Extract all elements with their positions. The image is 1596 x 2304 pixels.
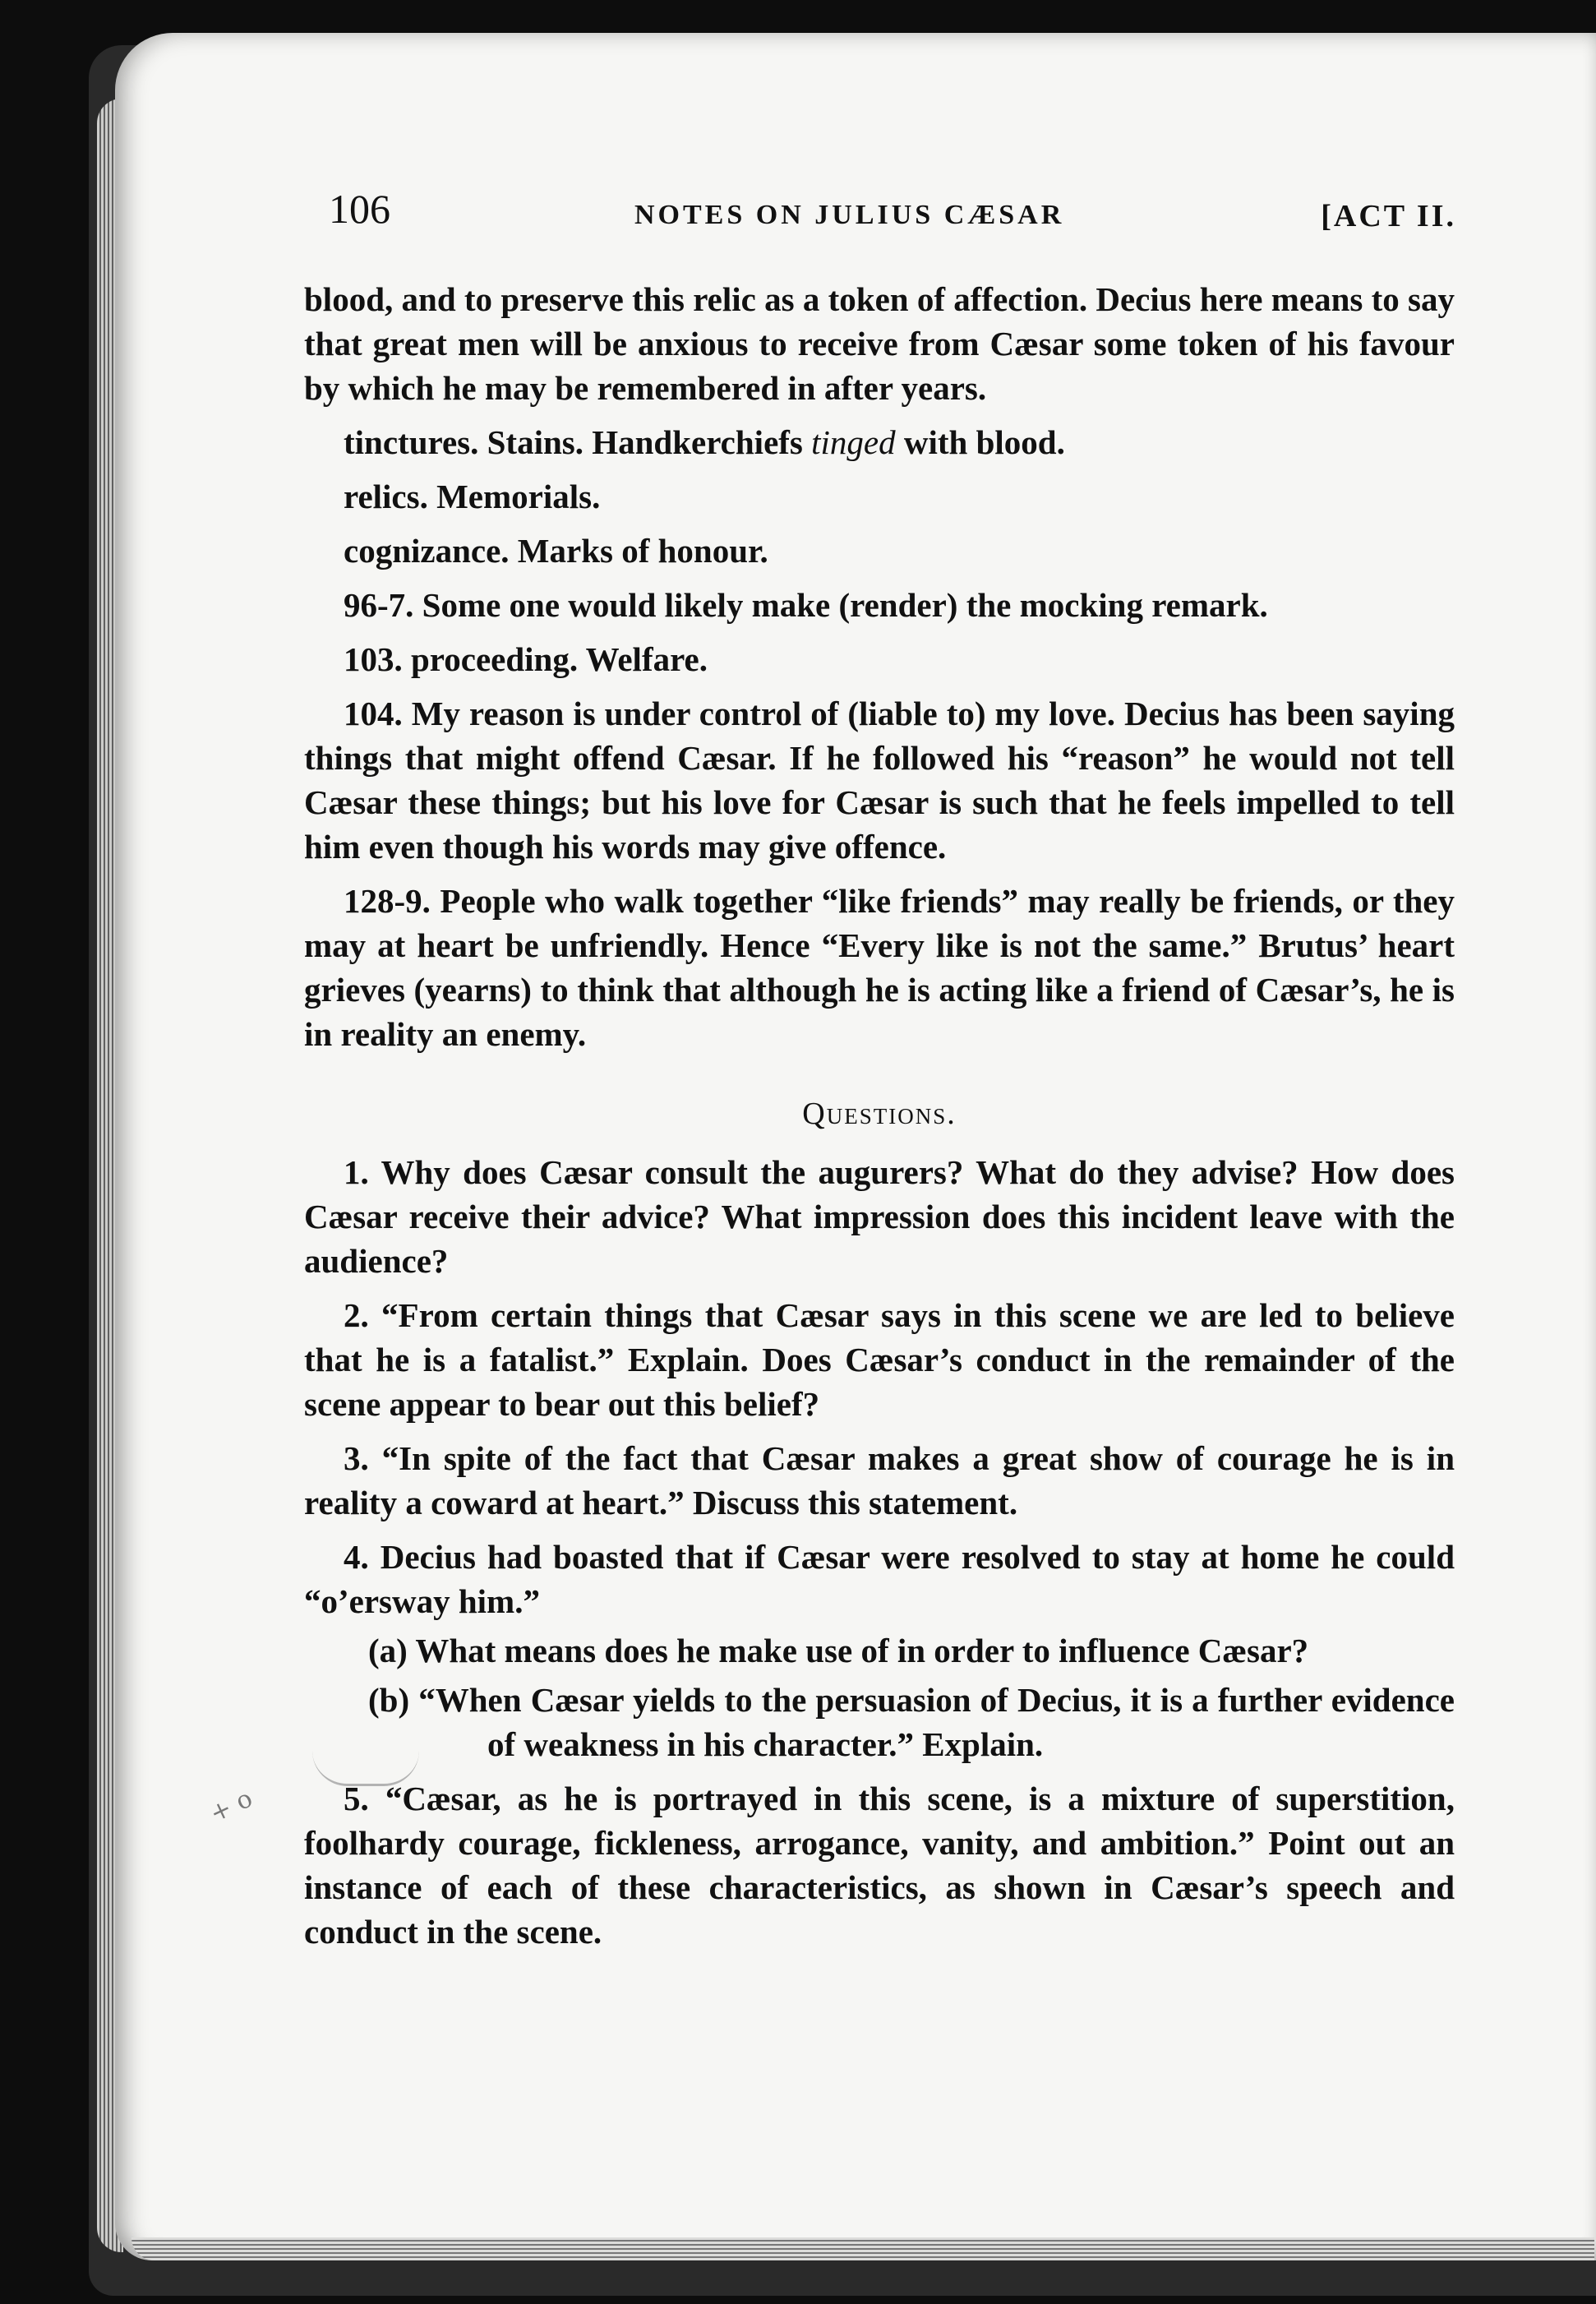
note-term: cognizance. [344, 532, 510, 570]
note-term: tinctures. [344, 423, 479, 461]
note-italic-text: tinged [811, 423, 896, 461]
question-3: 3. “In spite of the fact that Cæsar makes a great show of courage he is in reality a coward at heart.” Discuss this statement. [304, 1439, 1455, 1521]
note-text: Welfare. [578, 640, 708, 678]
question-2: 2. “From certain things that Cæsar says in this scene we are led to believe that he is a fatalist.” Explain. Does Cæsar’s conduct in the remainder of the scene appear to bear out this belief? [304, 1296, 1455, 1423]
questions-heading: Questions. [802, 1097, 957, 1131]
note-tinctures [304, 420, 1455, 464]
pencil-annotation: + o [205, 1784, 257, 1829]
act-label: [ACT II. [1321, 199, 1456, 233]
note-104: 104. My reason is under control of (liable to) my love. Decius has been saying things that might offend Cæsar. If he followed his “reason” he would not tell Cæsar these things; but his love for Cæsar is such that he feels impelled to tell him even though his words may give offence. [304, 695, 1455, 866]
note-96-7: 96-7. Some one would likely make (render) the mocking remark. [344, 586, 1268, 624]
question-1: 1. Why does Cæsar consult the augurers? What do they advise? How does Cæsar receive their advice? What impression does this incident leave with the audience? [304, 1153, 1455, 1280]
note-128-9: 128-9. People who walk together “like friends” may really be friends, or they may at heart be unfriendly. Hence “Every like is not the same.” Brutus’ heart grieves (yearns) to think that although he is acting like a friend of Cæsar’s, he is in reality an enemy. [304, 882, 1455, 1053]
question-4b: (b) “When Cæsar yields to the persuasion of Decius, it is a further evidence of weakness in his character.” Explain. [368, 1681, 1455, 1763]
note-number: 103. [344, 640, 411, 678]
book-bottom-edges [131, 2237, 1594, 2260]
note-text: Marks of honour. [509, 532, 768, 570]
question-4a: (a) What means does he make use of in order to influence Cæsar? [368, 1632, 1309, 1669]
note-cognizance [304, 529, 1455, 573]
note-text: with blood. [895, 423, 1065, 461]
note-text: Memorials. [427, 478, 601, 515]
page-header [304, 185, 1455, 251]
page-number: 106 [329, 186, 390, 232]
note-103 [304, 637, 1455, 681]
page-content [304, 185, 1455, 1954]
question-5: 5. “Cæsar, as he is portrayed in this scene, is a mixture of superstition, foolhardy courage, fickleness, arrogance, vanity, and ambition.” Point out an instance of each of these characteristics, as shown in Cæsar’s speech and conduct in the scene. [304, 1780, 1455, 1951]
running-title: NOTES ON JULIUS CÆSAR [634, 200, 1065, 230]
note-text: Stains. Handkerchiefs [478, 423, 812, 461]
note-term: proceeding. [411, 640, 579, 678]
question-4: 4. Decius had boasted that if Cæsar were resolved to stay at home he could “o’ersway him.” [304, 1538, 1455, 1620]
note-continuation: blood, and to preserve this relic as a token of affection. Decius here means to say that great men will be anxious to receive from Cæsar some token of his favour by which he may be remembered in after years. [304, 280, 1455, 407]
note-term: relics. [344, 478, 428, 515]
note-relics [304, 474, 1455, 519]
